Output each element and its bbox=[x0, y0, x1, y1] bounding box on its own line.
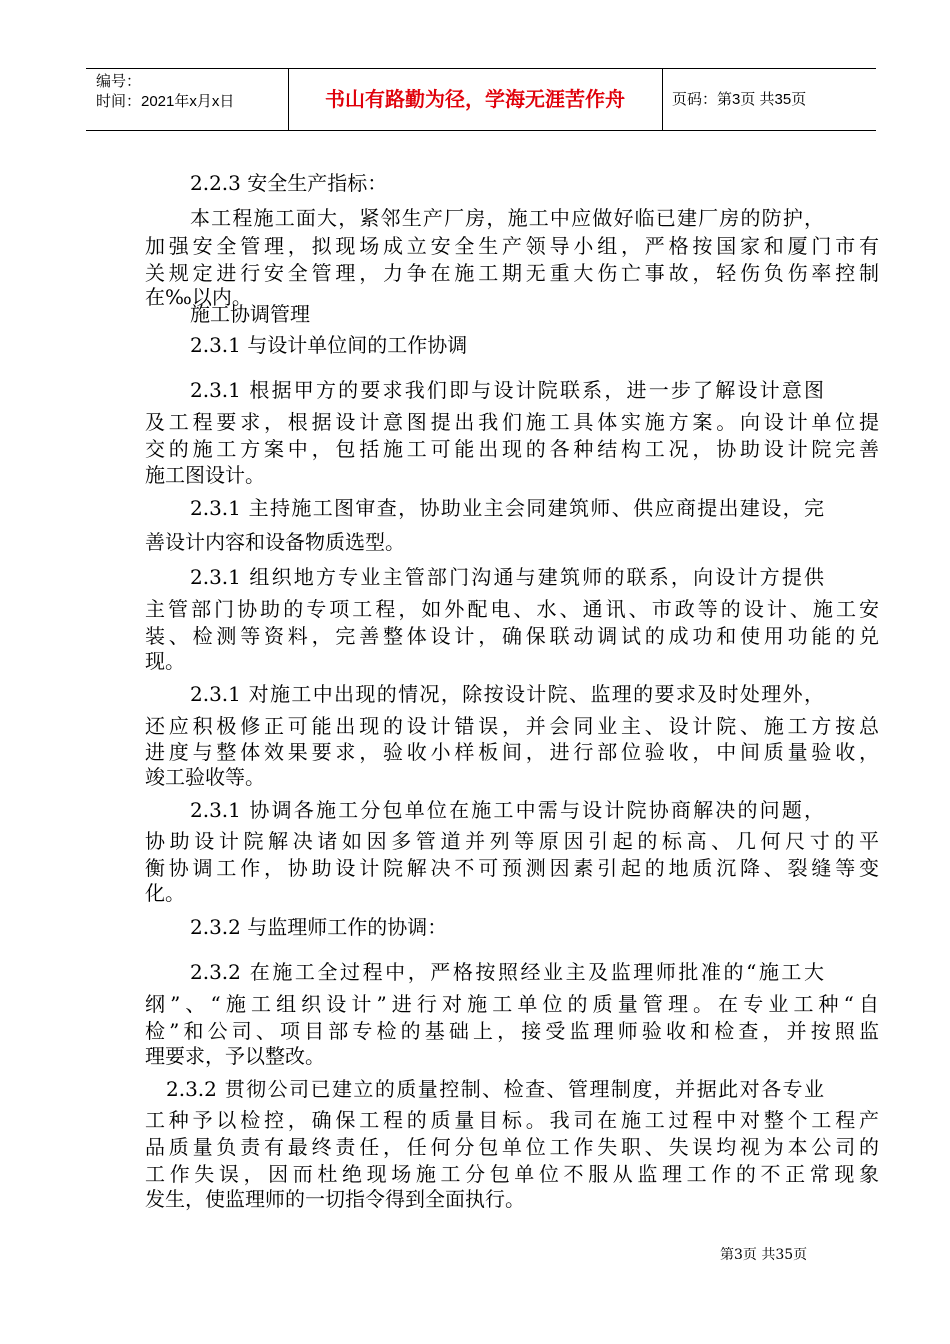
paragraph-line: 本工程施工面大，紧邻生产厂房，施工中应做好临已建厂房的防护， bbox=[190, 206, 824, 230]
serial-number-label: 编号： bbox=[96, 73, 142, 90]
paragraph-line: 化。 bbox=[145, 881, 185, 905]
page-footer: 第3页 共35页 bbox=[720, 1247, 808, 1263]
section-heading-2-3-1: 2.3.1 与设计单位间的工作协调 bbox=[190, 333, 468, 357]
paragraph-line: 2.3.1 协调各施工分包单位在施工中需与设计院协商解决的问题， bbox=[190, 798, 824, 822]
paragraph-line: 检”和公司、项目部专检的基础上，接受监理师验收和检查，并按照监 bbox=[145, 1019, 879, 1043]
paragraph-line: 进度与整体效果要求，验收小样板间，进行部位验收，中间质量验收， bbox=[145, 740, 879, 764]
paragraph-line: 加强安全管理，拟现场成立安全生产领导小组，严格按国家和厦门市有 bbox=[145, 234, 879, 258]
header-motto: 书山有路勤为径，学海无涯苦作舟 bbox=[325, 87, 625, 111]
paragraph-line: 纲”、“施工组织设计”进行对施工单位的质量管理。在专业工种“自 bbox=[145, 992, 879, 1016]
paragraph-line: 关规定进行安全管理，力争在施工期无重大伤亡事故，轻伤负伤率控制 bbox=[145, 261, 879, 285]
paragraph-line: 工作失误，因而杜绝现场施工分包单位不服从监理工作的不正常现象 bbox=[145, 1162, 879, 1186]
paragraph-line: 工种予以检控，确保工程的质量目标。我司在施工过程中对整个工程产 bbox=[145, 1108, 879, 1132]
paragraph-line: 善设计内容和设备物质选型。 bbox=[145, 530, 405, 554]
header-meta bbox=[96, 72, 234, 112]
paragraph-line: 现。 bbox=[145, 649, 185, 673]
paragraph-line: 及工程要求，根据设计意图提出我们施工具体实施方案。向设计单位提 bbox=[145, 410, 879, 434]
paragraph-line: 还应积极修正可能出现的设计错误，并会同业主、设计院、施工方按总 bbox=[145, 714, 879, 738]
paragraph-line: 协助设计院解决诸如因多管道并列等原因引起的标高、几何尺寸的平 bbox=[145, 829, 879, 853]
paragraph-line: 2.3.1 根据甲方的要求我们即与设计院联系，进一步了解设计意图 bbox=[190, 378, 824, 402]
section-heading-coordination: 施工协调管理 bbox=[190, 302, 310, 326]
paragraph-line: 2.3.1 主持施工图审查，协助业主会同建筑师、供应商提出建设，完 bbox=[190, 496, 824, 520]
paragraph-line: 施工图设计。 bbox=[145, 463, 265, 487]
header-page-number: 页码：第3页 共35页 bbox=[672, 91, 807, 108]
paragraph-line: 发生，使监理师的一切指令得到全面执行。 bbox=[145, 1187, 525, 1211]
section-heading-2-3-2: 2.3.2 与监理师工作的协调： bbox=[190, 915, 448, 939]
paragraph-line: 2.3.2 贯彻公司已建立的质量控制、检查、管理制度，并据此对各专业 bbox=[166, 1077, 824, 1101]
paragraph-line: 装、检测等资料，完善整体设计，确保联动调试的成功和使用功能的兑 bbox=[145, 624, 879, 648]
paragraph-line: 在‰以内。 bbox=[145, 285, 252, 309]
paragraph-line: 2.3.1 组织地方专业主管部门沟通与建筑师的联系，向设计方提供 bbox=[190, 565, 824, 589]
paragraph-line: 品质量负责有最终责任，任何分包单位工作失职、失误均视为本公司的 bbox=[145, 1135, 879, 1159]
paragraph-line: 主管部门协助的专项工程，如外配电、水、通讯、市政等的设计、施工安 bbox=[145, 597, 879, 621]
paragraph-line: 2.3.2 在施工全过程中，严格按照经业主及监理师批准的“施工大 bbox=[190, 960, 824, 984]
header-divider-right bbox=[662, 69, 663, 130]
date-label: 时间：2021年x月x日 bbox=[96, 93, 235, 110]
paragraph-line: 交的施工方案中，包括施工可能出现的各种结构工况，协助设计院完善 bbox=[145, 437, 879, 461]
paragraph-line: 衡协调工作，协助设计院解决不可预测因素引起的地质沉降、裂缝等变 bbox=[145, 856, 879, 880]
section-heading-2-2-3: 2.2.3 安全生产指标： bbox=[190, 171, 388, 195]
paragraph-line: 理要求，予以整改。 bbox=[145, 1044, 325, 1068]
paragraph-line: 2.3.1 对施工中出现的情况，除按设计院、监理的要求及时处理外， bbox=[190, 682, 824, 706]
paragraph-line: 竣工验收等。 bbox=[145, 765, 265, 789]
page-header bbox=[86, 68, 876, 131]
